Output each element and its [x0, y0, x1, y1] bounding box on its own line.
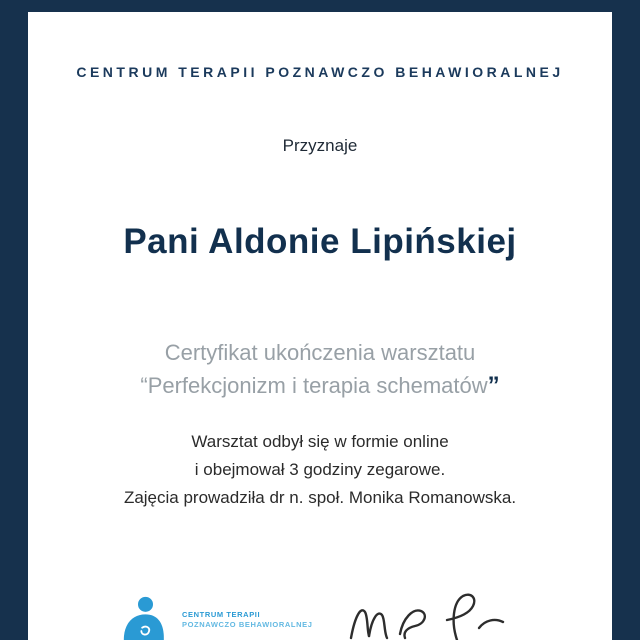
signature-handwritten: [345, 588, 515, 640]
recipient-name: Pani Aldonie Lipińskiej: [123, 222, 517, 261]
issuer-title: CENTRUM TERAPII POZNAWCZO BEHAWIORALNEJ: [76, 64, 564, 80]
workshop-details: [28, 428, 612, 512]
subtitle-line1: Certyfikat ukończenia warsztatu: [164, 340, 476, 365]
ctpb-logo: [112, 596, 312, 640]
logo-text: [182, 596, 312, 630]
subtitle-line2-text: “Perfekcjonizm i terapia schematów: [140, 373, 488, 398]
subtitle-line2: [28, 369, 612, 402]
logo-text-line1: CENTRUM TERAPII: [182, 610, 261, 619]
details-line3: Zajęcia prowadziła dr n. społ. Monika Romanowska.: [123, 488, 517, 507]
frame-left-border: [0, 0, 28, 640]
logo-text-line2: POZNAWCZO BEHAWIORALNEJ: [182, 620, 313, 629]
details-line2: i obejmował 3 godziny zegarowe.: [194, 460, 446, 479]
workshop-subtitle: [28, 336, 612, 402]
details-line1: Warsztat odbył się w formie online: [191, 432, 449, 451]
certificate-content: [28, 0, 612, 640]
closing-quote: ”: [487, 372, 500, 399]
frame-right-border: [612, 0, 640, 640]
thinker-logo-icon: [112, 596, 174, 640]
grants-label: Przyznaje: [282, 136, 358, 155]
